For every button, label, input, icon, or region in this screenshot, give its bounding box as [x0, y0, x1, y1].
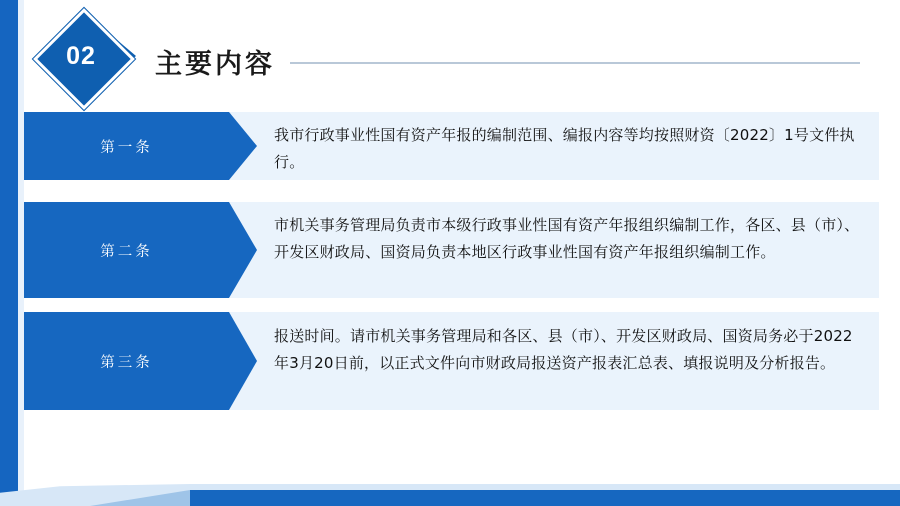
tag-arrow-icon — [229, 202, 257, 298]
content-row-text: 报送时间。请市机关事务管理局和各区、县（市）、开发区财政局、国资局务必于2022年3月20日前，以正式文件向市财政局报送资产报表汇总表、填报说明及分析报告。 — [274, 327, 853, 372]
section-number-badge — [34, 16, 130, 102]
tag-arrow-icon — [229, 112, 257, 180]
content-row-tag: 第二条 — [24, 202, 229, 298]
content-row-text: 市机关事务管理局负责市本级行政事业性国有资产年报组织编制工作，各区、县（市）、开发区财政局、国资局负责本地区行政事业性国有资产年报组织编制工作。 — [274, 216, 860, 261]
section-number: 02 — [66, 41, 96, 70]
content-row-tag: 第一条 — [24, 112, 229, 180]
page-title: 主要内容 — [155, 49, 275, 80]
content-row-text: 我市行政事业性国有资产年报的编制范围、编报内容等均按照财资〔2022〕1号文件执行。 — [274, 126, 855, 171]
bottom-band-dark — [190, 490, 900, 506]
title-divider — [290, 62, 860, 64]
bottom-decoration — [0, 474, 900, 506]
slide-header — [0, 12, 900, 96]
tag-arrow-icon — [229, 312, 257, 410]
content-row-tag: 第三条 — [24, 312, 229, 410]
